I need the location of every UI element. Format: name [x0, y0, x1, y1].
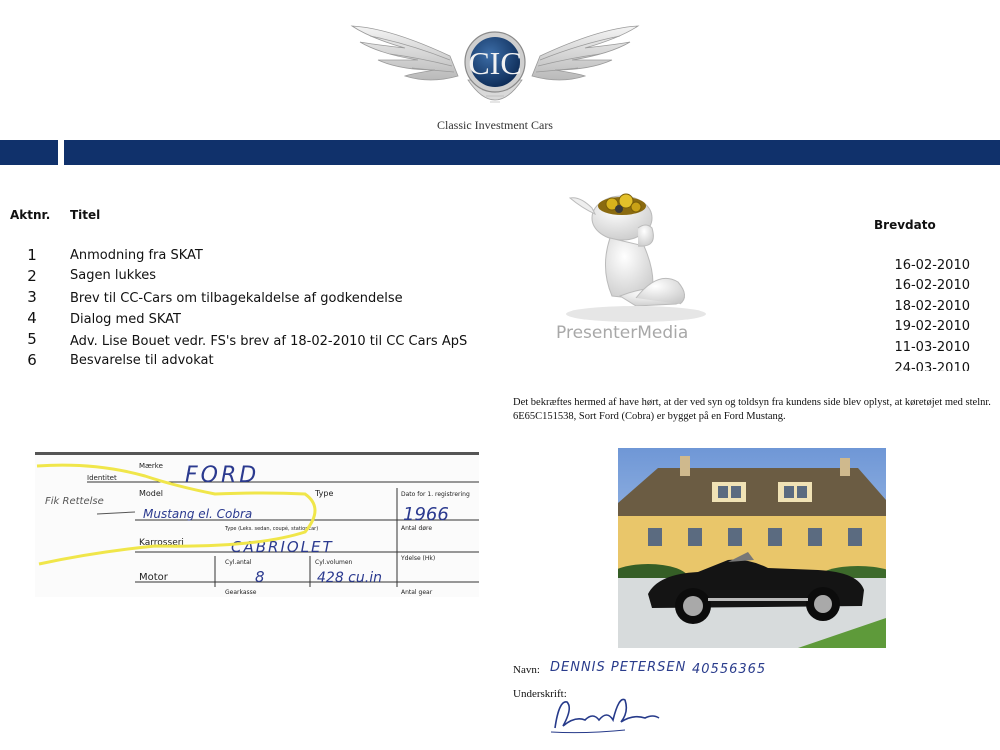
row-date: 19-02-2010 — [894, 319, 970, 334]
row-date: 18-02-2010 — [894, 299, 970, 314]
row-number: 4 — [27, 309, 37, 327]
form-ydelse-label: Ydelse (Hk) — [401, 555, 436, 562]
row-title: Besvarelse til advokat — [70, 353, 214, 368]
form-gearkasse: Gearkasse — [225, 589, 257, 596]
confirmation-text: Det bekræftes hermed af have hørt, at der ved syn og toldsyn fra kundens side blev oplyst, at køretøjet med stelnr. 6E65C151538, Sort Ford (Cobra) er bygget på en Ford Mustang. — [513, 397, 991, 422]
form-volume-value: 428 cu.in — [317, 570, 382, 586]
row-number: 6 — [27, 351, 37, 369]
logo-caption: Classic Investment Cars — [437, 118, 553, 132]
thinking-figure-image — [540, 188, 730, 348]
col-titel-header: Titel — [70, 208, 101, 222]
signature-image — [545, 690, 665, 740]
row-date-clip — [870, 361, 970, 371]
row-date: 16-02-2010 — [894, 258, 970, 273]
form-cyl-antal: Cyl.antal — [225, 559, 252, 566]
row-title: Brev til CC-Cars om tilbagekaldelse af godkendelse — [70, 291, 403, 306]
form-antal-doere: Antal døre — [401, 525, 433, 532]
row-date: 16-02-2010 — [894, 278, 970, 293]
row-title: Anmodning fra SKAT — [70, 248, 203, 263]
logo-emblem-text: CIC — [468, 45, 522, 81]
car-photo-image — [618, 448, 886, 648]
col-aktnr-header: Aktnr. — [10, 208, 51, 222]
row-number: 5 — [27, 330, 37, 348]
form-cyl-volumen: Cyl.volumen — [315, 559, 353, 566]
row-number: 1 — [27, 246, 37, 264]
form-maerke-label: Mærke — [139, 462, 163, 470]
form-identitet-label: Identitet — [87, 474, 117, 482]
form-karrosseri-value: CABRIOLET — [231, 538, 334, 556]
registration-form-scan — [35, 452, 479, 597]
row-number: 3 — [27, 288, 37, 306]
form-antal-gear: Antal gear — [401, 589, 433, 596]
underskrift-label: Underskrift: — [513, 688, 567, 700]
phone-value: 40556365 — [692, 662, 767, 677]
row-title: Adv. Lise Bouet vedr. FS's brev af 18-02-2010 til CC Cars ApS — [70, 334, 468, 349]
navn-value: DENNIS PETERSEN — [550, 660, 687, 675]
form-cyl-value: 8 — [255, 568, 265, 586]
form-dato-label: Dato for 1. registrering — [401, 491, 470, 498]
form-type-label: Type — [315, 489, 334, 498]
presenter-watermark: PresenterMedia — [556, 323, 689, 343]
form-year-value: 1966 — [403, 504, 449, 525]
row-title: Sagen lukkes — [70, 268, 157, 283]
row-date: 11-03-2010 — [894, 340, 970, 355]
form-karrosseri-label: Karrosseri — [139, 538, 184, 548]
header-bar-left — [0, 140, 58, 165]
left-wing-icon — [352, 26, 458, 80]
form-margin-note: Fik Rettelse — [45, 496, 104, 507]
form-maerke-value: FORD — [185, 463, 260, 488]
form-model-label: Model — [139, 489, 164, 498]
right-wing-icon — [532, 26, 638, 80]
header-bar — [64, 140, 1000, 165]
row-title: Dialog med SKAT — [70, 312, 181, 327]
row-number: 2 — [27, 267, 37, 285]
form-type-hint: Type (Leks. sedan, coupé, stationcar) — [225, 526, 319, 532]
form-motor-label: Motor — [139, 572, 168, 583]
col-brevdato-header: Brevdato — [874, 218, 936, 232]
form-model-value: Mustang el. Cobra — [143, 507, 253, 521]
row-date: 24-03-2010 — [894, 361, 970, 371]
navn-label: Navn: — [513, 664, 540, 676]
